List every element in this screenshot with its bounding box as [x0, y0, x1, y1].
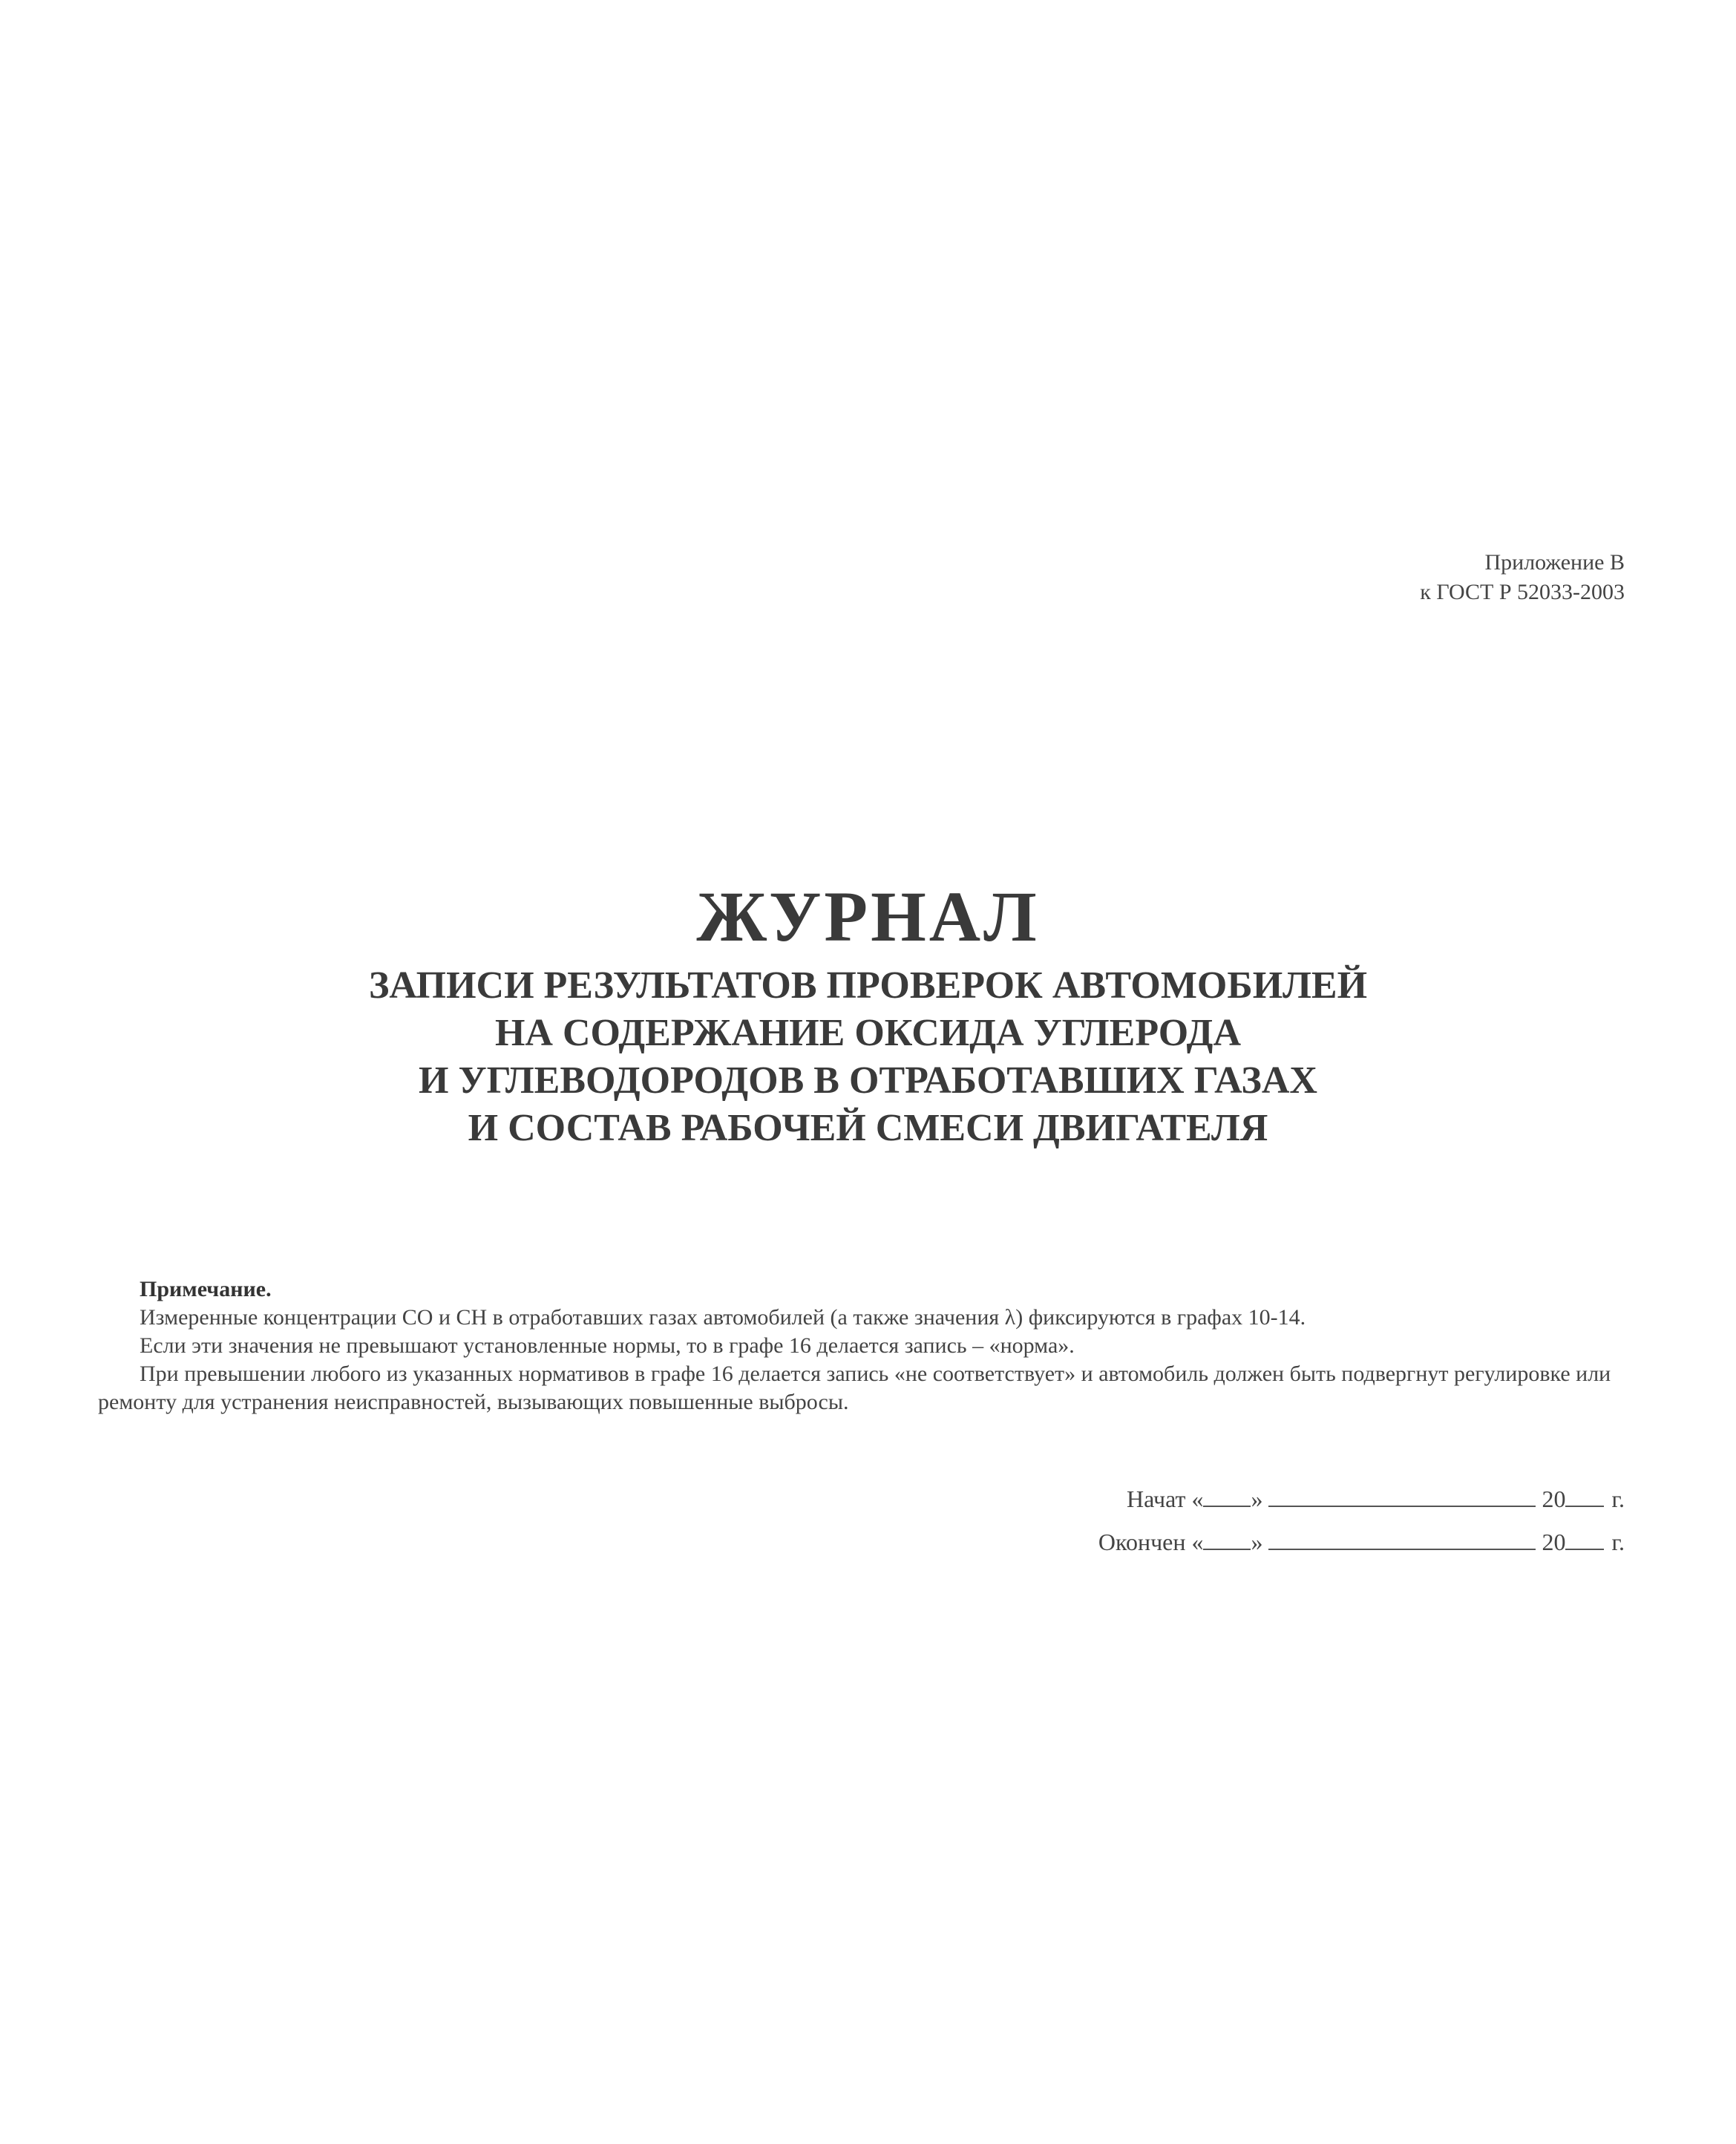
year-suffix: г.	[1611, 1486, 1625, 1512]
note-paragraph: При превышении любого из указанных нормативов в графе 16 делается запись «не соответствует» и автомобиль должен быть подвергнут регулировке или ремонту для устранения неисправностей, вызывающих повышенные выбросы.	[98, 1362, 1611, 1414]
appendix-line-1: Приложение В	[1484, 550, 1625, 575]
started-date-line	[1098, 1477, 1625, 1520]
started-day-blank[interactable]	[1203, 1485, 1251, 1507]
year-suffix: г.	[1611, 1529, 1625, 1555]
date-fields	[1098, 1477, 1625, 1563]
subtitle-line: ЗАПИСИ РЕЗУЛЬТАТОВ ПРОВЕРОК АВТОМОБИЛЕЙ	[368, 964, 1368, 1007]
started-year-blank[interactable]	[1565, 1485, 1604, 1507]
close-quote: »	[1251, 1529, 1263, 1555]
finished-label: Окончен	[1098, 1529, 1186, 1555]
journal-title: ЖУРНАЛ	[696, 877, 1040, 956]
finished-month-blank[interactable]	[1268, 1528, 1536, 1550]
started-month-blank[interactable]	[1268, 1485, 1536, 1507]
note-paragraph: Если эти значения не превышают установленные нормы, то в графе 16 делается запись – «норма».	[140, 1333, 1075, 1358]
subtitle-line: И УГЛЕВОДОРОДОВ В ОТРАБОТАВШИХ ГАЗАХ	[419, 1059, 1317, 1102]
appendix-line-2: к ГОСТ Р 52033-2003	[1420, 580, 1625, 604]
close-quote: »	[1251, 1486, 1263, 1512]
note-section	[98, 1275, 1627, 1416]
journal-subtitle	[0, 962, 1736, 1152]
note-paragraph: Измеренные концентрации CO и CH в отработавших газах автомобилей (а также значения λ) фиксируются в графах 10-14.	[140, 1305, 1306, 1330]
finished-year-blank[interactable]	[1565, 1528, 1604, 1550]
open-quote: «	[1191, 1486, 1204, 1512]
subtitle-line: И СОСТАВ РАБОЧЕЙ СМЕСИ ДВИГАТЕЛЯ	[468, 1107, 1268, 1149]
started-label: Начат	[1127, 1486, 1186, 1512]
open-quote: «	[1191, 1529, 1204, 1555]
title-block	[0, 876, 1736, 1152]
appendix-reference	[1420, 548, 1625, 607]
subtitle-line: НА СОДЕРЖАНИЕ ОКСИДА УГЛЕРОДА	[494, 1012, 1241, 1054]
finished-date-line	[1098, 1520, 1625, 1563]
century-prefix: 20	[1542, 1486, 1566, 1512]
finished-day-blank[interactable]	[1203, 1528, 1251, 1550]
century-prefix: 20	[1542, 1529, 1566, 1555]
note-heading: Примечание.	[140, 1277, 272, 1301]
